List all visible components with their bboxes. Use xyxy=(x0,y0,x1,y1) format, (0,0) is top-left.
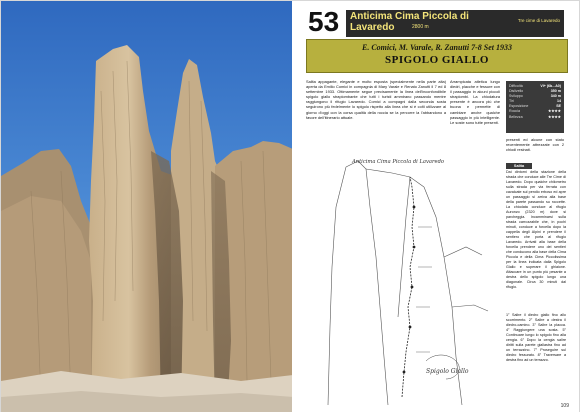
route-authors: E. Comici, M. Varale, R. Zanutti 7-8 Set 1933 xyxy=(361,43,512,52)
section-label: Salita xyxy=(506,163,532,169)
photo-page xyxy=(1,1,292,412)
info-row: Esposizione SE xyxy=(509,104,561,109)
pitch-description: 1° Salire il diedro giallo fino allo scorrimento. 2° Salire a destra il diedro-camino. 3° Salire la placca. 4° Raggiungere una sosta. 5° Continuare lungo lo spigolo fino alla cengia. 6° Dopo la cengia salire diritti sulla parete giallastra fino ad un terrazzino. 7° Proseguire sul diedro fessurato. 8° Traversare a destra fino ad un terrazzo. xyxy=(506,313,566,362)
info-row: Sviluppo 340 m xyxy=(509,94,561,99)
title-bar xyxy=(346,10,564,37)
route-number: 53 xyxy=(308,6,340,37)
route-name: SPIGOLO GIALLO xyxy=(385,54,489,66)
intro-column-c: presenti ed alcune con stato recentemente attrezzate con 2 chiodi resinati. xyxy=(506,137,564,153)
info-row: Dislivello 350 m xyxy=(509,89,561,94)
info-row: Bellezza ★★★★ xyxy=(509,114,561,119)
spigolo-sketch-label: Spigolo Giallo xyxy=(426,368,469,375)
peak-name: Anticima Cima Piccola di Lavaredo xyxy=(350,11,469,33)
route-header xyxy=(306,7,568,37)
ascent-description: Dai dintorni della stazione della strada che conduce alle Tre Cime di Lavaredo. Dopo qualche chilometro sulla strada per via ferrata con cavalcate sul pendio erboso ed apre un passaggio si arriva alla base della parete passando su roccette. La chiodata conduce al rifugio Auronzo (2320 m) dove si parcheggia. Incamminarsi sulla strada carrozzabile che, in pochi minuti, conduce a forcella dopo la cappella degli Alpini e prendere il sentiero che porta al rifugio Lavaredo. Arrivati alla base della forcella prendere uno dei sentieri che conducono alla base della Cima Piccola e della Cima Piccolissima per la linea indicata dalla Spigolo Giallo e superare il ghiaione. Attaccare in un punto più pesante a destra dello spigolo lungo una diagonale. Circa 30 minuti dal rifugio. xyxy=(506,170,566,289)
route-info-box xyxy=(506,81,564,133)
route-banner xyxy=(306,39,568,73)
info-row: Tiri 14 xyxy=(509,99,561,104)
route-topo-drawing xyxy=(306,147,502,409)
topo-svg xyxy=(306,147,502,409)
route-page xyxy=(292,1,579,412)
dolomite-photo xyxy=(1,1,292,412)
info-row: Roccia ★★★★ xyxy=(509,109,561,114)
region-label: Tre cime di Lavaredo xyxy=(517,18,560,23)
info-row: Difficoltà VI+ (6b...A0) xyxy=(509,84,561,88)
intro-column-a: Salita appagante, elegante e molto esposta (specialmente nella parte alta) aperta da Emilio Comici in compagnia di Mary Varale e Renato Zanutti il 7 ed 8 settembre 1933. Ottimamente segue precisamente la linea dell'inconfondibile spigolo giallo strapiombante che tutti i turisti ammirano passando mentre raggiungono il rifugio Lavaredo. Comici a compagni dalla seconda sosta seguirono più fedelmente lo spigolo rispetto alla linea che si è colti utilizzare al giorno d'oggi con la corsa qualità della roccia se la percorre la l'abbandono a favore dell'itinerario attuale. xyxy=(306,79,446,120)
page-number: 109 xyxy=(560,402,569,409)
peak-sketch-label: Anticima Cima Piccola di Lavaredo xyxy=(352,159,445,165)
peak-altitude: 2800 m xyxy=(412,24,429,30)
intro-column-b: Arrampicata atletica lungo diedri, placche e fessure con il passaggio in alcuni piccoli strapiombi. La chiodatura presente è ancora più che buona e permette di cambiare anche qualche passaggio in più intelligente. Le soste sono tutte presenti. xyxy=(450,79,500,125)
